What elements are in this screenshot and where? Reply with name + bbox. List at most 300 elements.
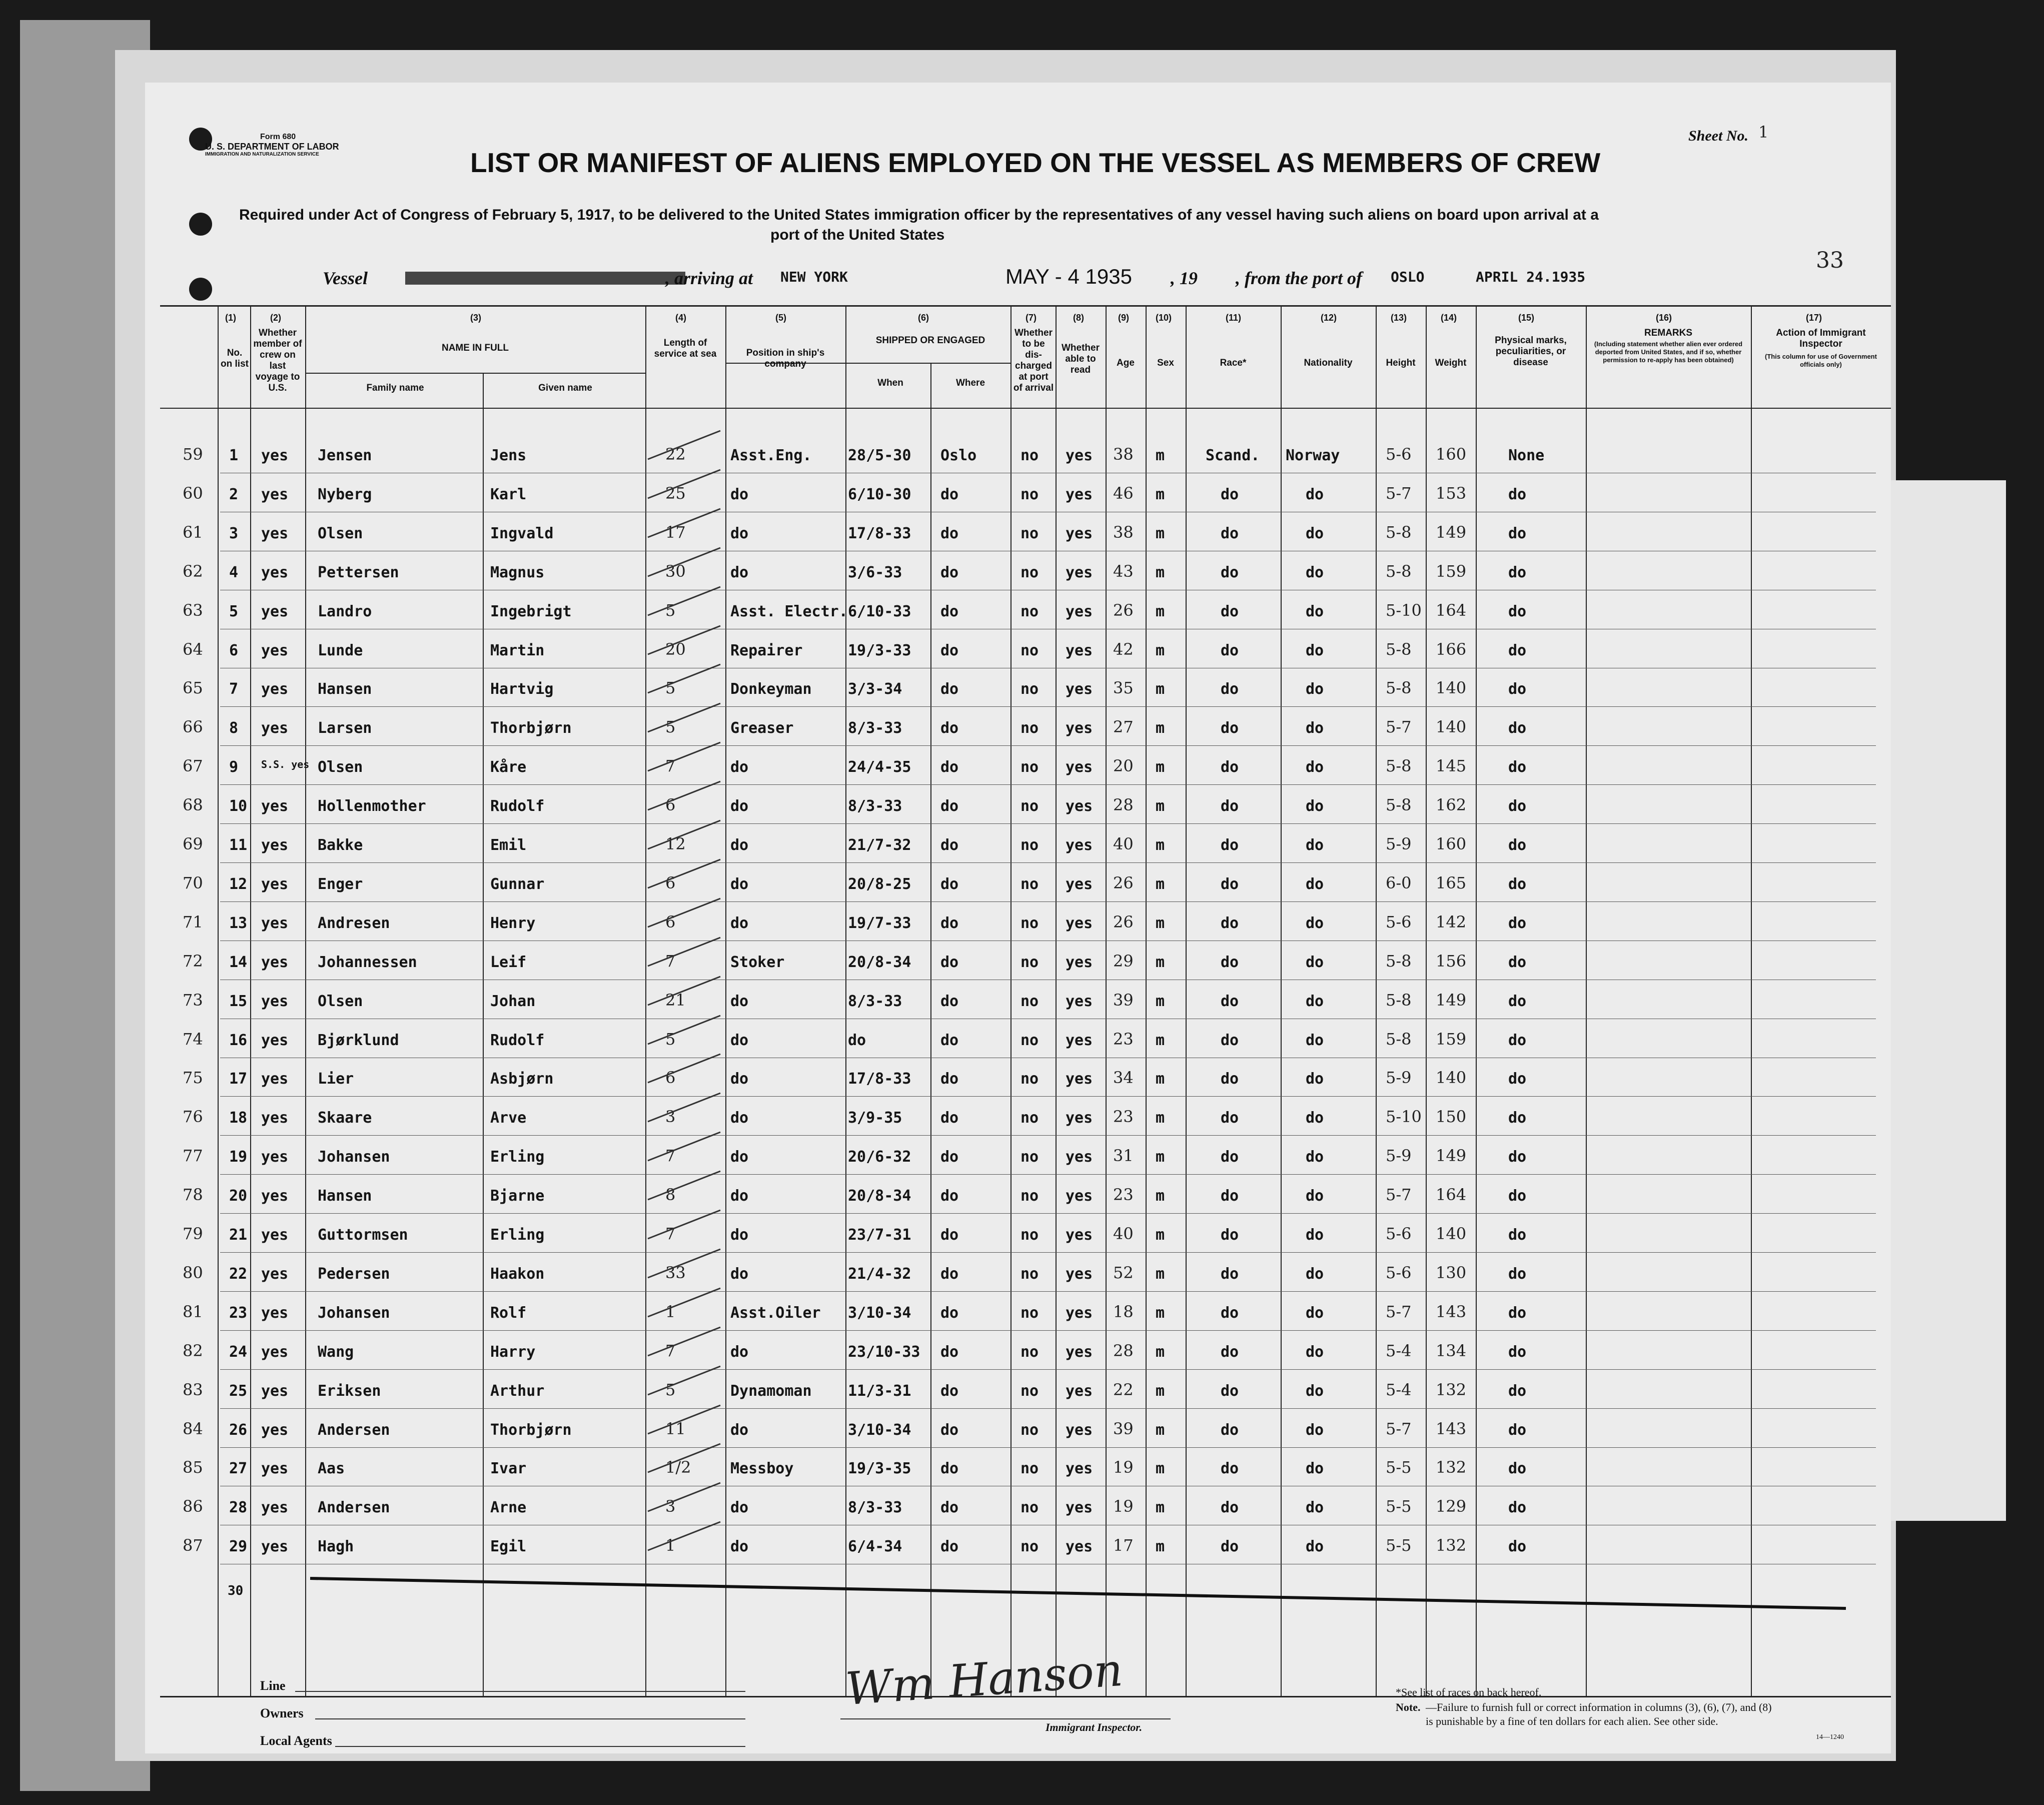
- ship-position: do: [730, 1031, 749, 1049]
- ship-position: do: [730, 875, 749, 893]
- age: 38: [1113, 522, 1134, 542]
- able-to-read: yes: [1066, 914, 1093, 932]
- race: do: [1221, 524, 1239, 542]
- physical-marks: do: [1508, 680, 1527, 698]
- nationality: do: [1306, 1538, 1324, 1556]
- race: do: [1221, 1031, 1239, 1049]
- given-name: Rolf: [490, 1304, 527, 1322]
- col-3-number: (3): [470, 313, 481, 323]
- strike-through-line: [145, 83, 1891, 1753]
- col-17-note: (This column for use of Government officials only): [1765, 353, 1877, 368]
- row-number: 7: [229, 680, 239, 698]
- given-name: Emil: [490, 836, 527, 854]
- race: Scand.: [1206, 447, 1260, 464]
- sheet-number: 1: [1758, 123, 1769, 142]
- family-name: Lier: [318, 1070, 354, 1088]
- col-15-header: Physical marks, peculiarities, or disease: [1495, 335, 1567, 368]
- shipped-when: 24/4-35: [848, 758, 911, 776]
- discharged: no: [1020, 797, 1039, 815]
- shipped-where: do: [940, 680, 959, 698]
- age: 39: [1113, 990, 1134, 1010]
- row-number: 25: [229, 1382, 248, 1400]
- family-name: Skaare: [318, 1109, 372, 1127]
- crew-last-voyage: yes: [261, 1148, 289, 1166]
- note-line-1: —Failure to furnish full or correct information in columns (3), (6), (7), and (8): [1426, 1701, 1772, 1713]
- physical-marks: do: [1508, 953, 1527, 971]
- family-name: Bjørklund: [318, 1031, 399, 1049]
- family-name: Landro: [318, 602, 372, 620]
- height: 5-10: [1386, 600, 1422, 620]
- able-to-read: yes: [1066, 1148, 1093, 1166]
- sex: m: [1156, 875, 1165, 893]
- family-name: Johannessen: [318, 953, 417, 971]
- shipped-when: 3/10-34: [848, 1304, 911, 1322]
- row-number: 23: [229, 1304, 248, 1322]
- service-length: 1: [665, 1536, 676, 1555]
- able-to-read: yes: [1066, 1460, 1093, 1478]
- nationality: do: [1306, 1187, 1324, 1205]
- shipped-where: do: [940, 836, 959, 854]
- age: 28: [1113, 1341, 1134, 1360]
- col-1-number: (1): [225, 313, 236, 323]
- arriving-port: NEW YORK: [780, 269, 848, 285]
- physical-marks: do: [1508, 1382, 1527, 1400]
- discharged: no: [1020, 524, 1039, 542]
- height: 5-7: [1386, 1185, 1412, 1205]
- row-number: 5: [229, 602, 239, 620]
- sex: m: [1156, 1148, 1165, 1166]
- margin-number: 79: [183, 1224, 203, 1243]
- sex: m: [1156, 1187, 1165, 1205]
- height: 5-8: [1386, 756, 1412, 776]
- shipped-where: do: [940, 953, 959, 971]
- races-note: *See list of races on back hereof.: [1396, 1686, 1542, 1698]
- col-2-header: Whether member of crew on last voyage to U.S.: [253, 328, 302, 393]
- discharged: no: [1020, 563, 1039, 581]
- crew-last-voyage: yes: [261, 1031, 289, 1049]
- physical-marks: do: [1508, 719, 1527, 737]
- margin-number: 78: [183, 1185, 203, 1205]
- able-to-read: yes: [1066, 758, 1093, 776]
- ship-position: do: [730, 914, 749, 932]
- given-name: Erling: [490, 1226, 545, 1244]
- crew-last-voyage: yes: [261, 524, 289, 542]
- row-number: 21: [229, 1226, 248, 1244]
- shipped-where: do: [940, 758, 959, 776]
- ship-position: Asst. Electr.: [730, 602, 848, 620]
- discharged: no: [1020, 641, 1039, 659]
- col-9-header: Age: [1117, 358, 1135, 368]
- ship-position: Greaser: [730, 719, 794, 737]
- row-number: 27: [229, 1460, 248, 1478]
- nationality: do: [1306, 680, 1324, 698]
- margin-number: 71: [183, 912, 203, 932]
- sex: m: [1156, 524, 1165, 542]
- age: 26: [1113, 600, 1134, 620]
- crew-last-voyage: yes: [261, 485, 289, 503]
- able-to-read: yes: [1066, 1343, 1093, 1361]
- col-16-note: (Including statement whether alien ever ordered deported from United States, and if so, whether permission to re-apply has been obtained): [1594, 340, 1743, 364]
- able-to-read: yes: [1066, 1304, 1093, 1322]
- given-name: Arve: [490, 1109, 527, 1127]
- row-number: 10: [229, 797, 248, 815]
- age: 23: [1113, 1185, 1134, 1205]
- able-to-read: yes: [1066, 1421, 1093, 1439]
- ship-position: do: [730, 1109, 749, 1127]
- shipped-where: do: [940, 641, 959, 659]
- physical-marks: do: [1508, 563, 1527, 581]
- col-8-header: Whether able to read: [1062, 343, 1100, 375]
- ship-position: do: [730, 1343, 749, 1361]
- shipped-when: 23/7-31: [848, 1226, 911, 1244]
- discharged: no: [1020, 1343, 1039, 1361]
- weight: 164: [1436, 1185, 1467, 1205]
- weight: 132: [1436, 1536, 1467, 1555]
- service-length: 12: [665, 834, 686, 853]
- nationality: do: [1306, 719, 1324, 737]
- age: 19: [1113, 1458, 1134, 1477]
- margin-number: 87: [183, 1536, 203, 1555]
- family-name: Aas: [318, 1460, 345, 1478]
- row-number: 29: [229, 1538, 248, 1556]
- weight: 142: [1436, 912, 1467, 932]
- crew-last-voyage: yes: [261, 563, 289, 581]
- family-name: Larsen: [318, 719, 372, 737]
- margin-number: 70: [183, 873, 203, 892]
- nationality: do: [1306, 563, 1324, 581]
- row-number: 2: [229, 485, 239, 503]
- race: do: [1221, 992, 1239, 1010]
- shipped-when: 8/3-33: [848, 992, 902, 1010]
- col-15-number: (15): [1518, 313, 1535, 323]
- physical-marks: do: [1508, 1187, 1527, 1205]
- shipped-when: 19/7-33: [848, 914, 911, 932]
- col-13-number: (13): [1391, 313, 1407, 323]
- shipped-when: 8/3-33: [848, 797, 902, 815]
- margin-number: 83: [183, 1380, 203, 1399]
- department: U. S. DEPARTMENT OF LABOR: [205, 142, 339, 152]
- col-11-header: Race*: [1220, 358, 1247, 368]
- weight: 156: [1436, 951, 1467, 971]
- row-number: 14: [229, 953, 248, 971]
- given-name: Karl: [490, 485, 527, 503]
- race: do: [1221, 1070, 1239, 1088]
- height: 5-7: [1386, 717, 1412, 737]
- row-number: 24: [229, 1343, 248, 1361]
- row-number: 1: [229, 447, 239, 464]
- ship-position: do: [730, 1421, 749, 1439]
- shipped-when: 21/4-32: [848, 1265, 911, 1283]
- service-length: 17: [665, 522, 686, 542]
- weight: 130: [1436, 1263, 1467, 1282]
- nationality: do: [1306, 602, 1324, 620]
- crew-last-voyage: yes: [261, 797, 289, 815]
- height: 5-8: [1386, 678, 1412, 698]
- physical-marks: do: [1508, 1460, 1527, 1478]
- sex: m: [1156, 992, 1165, 1010]
- service-length: 5: [665, 1029, 676, 1049]
- age: 18: [1113, 1302, 1134, 1321]
- row-number: 6: [229, 641, 239, 659]
- shipped-where: do: [940, 524, 959, 542]
- shipped-when-header: When: [877, 378, 903, 388]
- physical-marks: do: [1508, 836, 1527, 854]
- margin-number: 67: [183, 756, 203, 776]
- service-length: 6: [665, 1068, 676, 1088]
- discharged: no: [1020, 1070, 1039, 1088]
- sex: m: [1156, 1421, 1165, 1439]
- height: 5-5: [1386, 1497, 1412, 1516]
- service-length: 1/2: [665, 1458, 691, 1477]
- discharged: no: [1020, 719, 1039, 737]
- weight: 160: [1436, 834, 1467, 853]
- col-12-header: Nationality: [1304, 358, 1353, 368]
- age: 43: [1113, 561, 1134, 581]
- physical-marks: do: [1508, 602, 1527, 620]
- backing-sheet-right: [1891, 480, 2006, 1521]
- service-length: 11: [665, 1419, 686, 1438]
- crew-last-voyage: yes: [261, 1538, 289, 1556]
- shipped-when: 3/6-33: [848, 563, 902, 581]
- age: 31: [1113, 1146, 1134, 1166]
- nationality: do: [1306, 875, 1324, 893]
- race: do: [1221, 1460, 1239, 1478]
- discharged: no: [1020, 602, 1039, 620]
- race: do: [1221, 1265, 1239, 1283]
- margin-number: 75: [183, 1068, 203, 1088]
- age: 20: [1113, 756, 1134, 776]
- sex: m: [1156, 1382, 1165, 1400]
- col-4-number: (4): [675, 313, 686, 323]
- physical-marks: do: [1508, 524, 1527, 542]
- weight: 159: [1436, 561, 1467, 581]
- discharged: no: [1020, 680, 1039, 698]
- physical-marks: None: [1508, 447, 1545, 464]
- height: 5-6: [1386, 445, 1412, 464]
- crew-last-voyage: yes: [261, 875, 289, 893]
- subtitle-line-1: Required under Act of Congress of February 5, 1917, to be delivered to the United States immigration officer by the representatives of any vessel having such aliens on board upon arrival at a: [239, 207, 1599, 223]
- service-length: 21: [665, 990, 686, 1010]
- weight: 153: [1436, 483, 1467, 503]
- given-name: Harry: [490, 1343, 536, 1361]
- sex: m: [1156, 1343, 1165, 1361]
- departure-date: APRIL 24.1935: [1476, 269, 1586, 285]
- service-length: 7: [665, 1146, 676, 1166]
- sex: m: [1156, 1109, 1165, 1127]
- arriving-label: , arriving at: [665, 268, 753, 288]
- service-length: 7: [665, 951, 676, 971]
- nationality: do: [1306, 953, 1324, 971]
- col-14-header: Weight: [1435, 358, 1467, 368]
- weight: 159: [1436, 1029, 1467, 1049]
- able-to-read: yes: [1066, 524, 1093, 542]
- shipped-when: 23/10-33: [848, 1343, 920, 1361]
- row-number: 4: [229, 563, 239, 581]
- given-name: Ivar: [490, 1460, 527, 1478]
- race: do: [1221, 758, 1239, 776]
- nationality: do: [1306, 485, 1324, 503]
- crew-last-voyage: yes: [261, 1304, 289, 1322]
- local-agents-label: Local Agents: [260, 1733, 332, 1748]
- weight: 150: [1436, 1107, 1467, 1127]
- race: do: [1221, 680, 1239, 698]
- race: do: [1221, 1304, 1239, 1322]
- ship-position: Asst.Oiler: [730, 1304, 821, 1322]
- shipped-where: do: [940, 875, 959, 893]
- row-number: 12: [229, 875, 248, 893]
- sex: m: [1156, 602, 1165, 620]
- race: do: [1221, 641, 1239, 659]
- shipped-where: do: [940, 1343, 959, 1361]
- crew-last-voyage: yes: [261, 447, 289, 464]
- weight: 166: [1436, 639, 1467, 659]
- service-length: 6: [665, 873, 676, 892]
- race: do: [1221, 797, 1239, 815]
- able-to-read: yes: [1066, 1382, 1093, 1400]
- given-name: Leif: [490, 953, 527, 971]
- crew-last-voyage: yes: [261, 1382, 289, 1400]
- family-name: Pettersen: [318, 563, 399, 581]
- able-to-read: yes: [1066, 953, 1093, 971]
- family-name: Hansen: [318, 1187, 372, 1205]
- note-line-2: is punishable by a fine of ten dollars for each alien. See other side.: [1426, 1715, 1718, 1727]
- col-10-header: Sex: [1157, 358, 1174, 368]
- discharged: no: [1020, 758, 1039, 776]
- given-name: Henry: [490, 914, 536, 932]
- sex: m: [1156, 1070, 1165, 1088]
- race: do: [1221, 1538, 1239, 1556]
- race: do: [1221, 1343, 1239, 1361]
- height: 5-10: [1386, 1107, 1422, 1127]
- physical-marks: do: [1508, 1538, 1527, 1556]
- sex: m: [1156, 797, 1165, 815]
- age: 29: [1113, 951, 1134, 971]
- ship-position: Donkeyman: [730, 680, 812, 698]
- crew-last-voyage: yes: [261, 602, 289, 620]
- shipped-where: do: [940, 1421, 959, 1439]
- row-number: 9: [229, 758, 239, 776]
- ship-position: do: [730, 1538, 749, 1556]
- col-3-header: NAME IN FULL: [441, 343, 509, 353]
- shipped-where: do: [940, 1109, 959, 1127]
- margin-number: 82: [183, 1341, 203, 1360]
- from-port-label: , from the port of: [1236, 268, 1363, 288]
- shipped-where: do: [940, 1187, 959, 1205]
- row-30-number: 30: [228, 1583, 244, 1598]
- shipped-where: do: [940, 1070, 959, 1088]
- given-name: Martin: [490, 641, 545, 659]
- family-name: Johansen: [318, 1304, 390, 1322]
- sex: m: [1156, 680, 1165, 698]
- discharged: no: [1020, 1187, 1039, 1205]
- shipped-when: 8/3-33: [848, 1499, 902, 1517]
- physical-marks: do: [1508, 797, 1527, 815]
- height: 5-8: [1386, 951, 1412, 971]
- family-name: Nyberg: [318, 485, 372, 503]
- discharged: no: [1020, 1265, 1039, 1283]
- physical-marks: do: [1508, 641, 1527, 659]
- shipped-when: 17/8-33: [848, 524, 911, 542]
- height: 5-8: [1386, 561, 1412, 581]
- age: 27: [1113, 717, 1134, 737]
- given-name: Ingebrigt: [490, 602, 572, 620]
- able-to-read: yes: [1066, 875, 1093, 893]
- family-name: Hansen: [318, 680, 372, 698]
- service-length: 22: [665, 445, 686, 464]
- given-name: Bjarne: [490, 1187, 545, 1205]
- service-length: 5: [665, 1380, 676, 1399]
- row-number: 18: [229, 1109, 248, 1127]
- col-16-number: (16): [1656, 313, 1672, 323]
- given-name: Arthur: [490, 1382, 545, 1400]
- subtitle-line-2: port of the United States: [770, 227, 945, 243]
- family-name: Hagh: [318, 1538, 354, 1556]
- nationality: do: [1306, 1070, 1324, 1088]
- race: do: [1221, 563, 1239, 581]
- ship-position: do: [730, 1187, 749, 1205]
- ship-position: do: [730, 1226, 749, 1244]
- able-to-read: yes: [1066, 1109, 1093, 1127]
- family-name: Andersen: [318, 1421, 390, 1439]
- shipped-where: do: [940, 1031, 959, 1049]
- shipped-where: do: [940, 1538, 959, 1556]
- row-number: 22: [229, 1265, 248, 1283]
- nationality: do: [1306, 797, 1324, 815]
- ship-position: Repairer: [730, 641, 803, 659]
- print-code: 14—1240: [1816, 1733, 1844, 1741]
- race: do: [1221, 1421, 1239, 1439]
- race: do: [1221, 1148, 1239, 1166]
- family-name: Eriksen: [318, 1382, 381, 1400]
- service-length: 5: [665, 600, 676, 620]
- col-17-number: (17): [1806, 313, 1822, 323]
- physical-marks: do: [1508, 1499, 1527, 1517]
- owners-label: Owners: [260, 1706, 304, 1720]
- family-name: Hollenmother: [318, 797, 426, 815]
- nationality: do: [1306, 524, 1324, 542]
- given-name: Johan: [490, 992, 536, 1010]
- service-length: 6: [665, 912, 676, 932]
- height: 6-0: [1386, 873, 1412, 892]
- shipped-when: 21/7-32: [848, 836, 911, 854]
- form-number: Form 680: [260, 133, 296, 141]
- family-name: Enger: [318, 875, 363, 893]
- race: do: [1221, 602, 1239, 620]
- given-name: Erling: [490, 1148, 545, 1166]
- ship-position: do: [730, 836, 749, 854]
- discharged: no: [1020, 992, 1039, 1010]
- race: do: [1221, 1226, 1239, 1244]
- given-name: Magnus: [490, 563, 545, 581]
- margin-number: 86: [183, 1497, 203, 1516]
- sex: m: [1156, 953, 1165, 971]
- col-6-header: SHIPPED OR ENGAGED: [875, 335, 985, 346]
- margin-number: 80: [183, 1263, 203, 1282]
- nationality: do: [1306, 836, 1324, 854]
- race: do: [1221, 914, 1239, 932]
- margin-number: 72: [183, 951, 203, 971]
- able-to-read: yes: [1066, 1031, 1093, 1049]
- local-agents-field: [335, 1746, 745, 1747]
- given-name: Haakon: [490, 1265, 545, 1283]
- shipped-when: 19/3-35: [848, 1460, 911, 1478]
- owners-field: [315, 1718, 745, 1719]
- row-number: 17: [229, 1070, 248, 1088]
- crew-last-voyage: yes: [261, 992, 289, 1010]
- nationality: do: [1306, 1499, 1324, 1517]
- weight: 129: [1436, 1497, 1467, 1516]
- height: 5-9: [1386, 834, 1412, 853]
